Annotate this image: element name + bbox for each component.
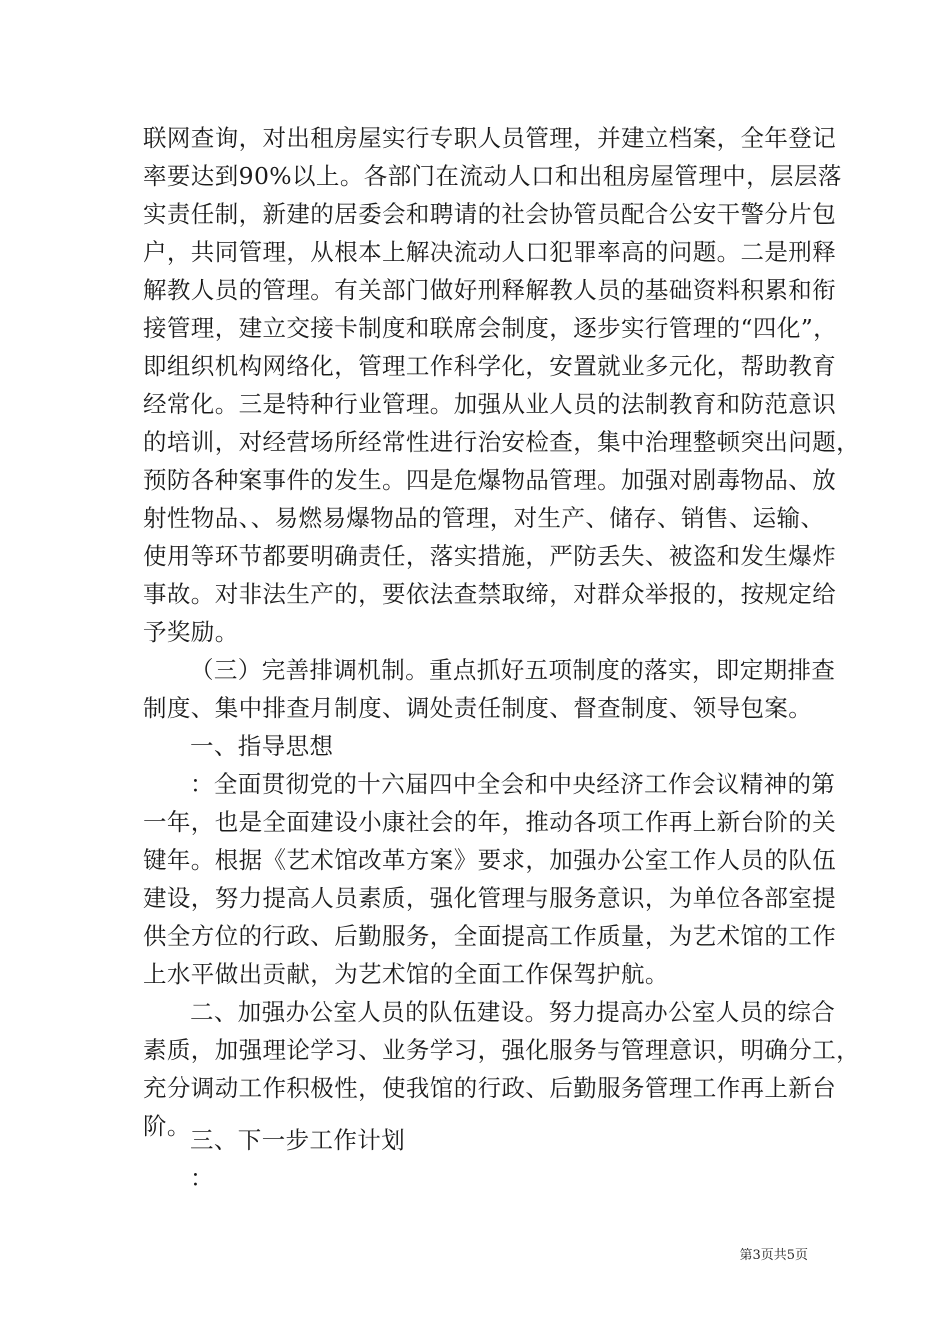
body-line: 予奖励。	[143, 618, 239, 646]
body-line: 解教人员的管理。有关部门做好刑释解教人员的基础资料积累和衔	[143, 276, 837, 304]
body-line: 供全方位的行政、后勤服务，全面提高工作质量，为艺术馆的工作	[143, 922, 837, 950]
body-line: 预防各种案事件的发生。四是危爆物品管理。加强对剧毒物品、放	[143, 466, 837, 494]
body-line: 射性物品、、易燃易爆物品的管理，对生产、储存、销售、运输、	[143, 504, 825, 532]
body-line: 使用等环节都要明确责任，落实措施，严防丢失、被盗和发生爆炸	[143, 542, 837, 570]
paragraph-line: ：全面贯彻党的十六届四中全会和中央经济工作会议精神的第	[190, 770, 836, 798]
body-line: 率要达到90%以上。各部门在流动人口和出租房屋管理中，层层落	[143, 162, 842, 190]
body-line: 户，共同管理，从根本上解决流动人口犯罪率高的问题。二是刑释	[143, 238, 837, 266]
body-line: 的培训，对经营场所经常性进行治安检查，集中治理整顿突出问题，	[143, 428, 860, 456]
body-line: 建设，努力提高人员素质，强化管理与服务意识，为单位各部室提	[143, 884, 837, 912]
paragraph-line: 二、加强办公室人员的队伍建设。努力提高办公室人员的综合	[190, 998, 836, 1026]
body-line: 阶。	[143, 1112, 191, 1140]
body-line: 接管理，建立交接卡制度和联席会制度，逐步实行管理的“四化”，	[143, 314, 838, 342]
page-number: 第3页共5页	[739, 1248, 808, 1263]
body-line: 充分调动工作积极性，使我馆的行政、后勤服务管理工作再上新台	[143, 1074, 837, 1102]
section-heading: 三、下一步工作计划	[190, 1126, 406, 1154]
body-line: 联网查询，对出租房屋实行专职人员管理，并建立档案，全年登记	[143, 124, 837, 152]
paragraph-line: （三）完善排调机制。重点抓好五项制度的落实，即定期排查	[190, 656, 836, 684]
body-line: 事故。对非法生产的，要依法查禁取缔，对群众举报的，按规定给	[143, 580, 837, 608]
body-line: ：	[190, 1164, 214, 1192]
body-line: 一年，也是全面建设小康社会的年，推动各项工作再上新台阶的关	[143, 808, 837, 836]
body-line: 上水平做出贡献，为艺术馆的全面工作保驾护航。	[143, 960, 669, 988]
body-line: 键年。根据《艺术馆改革方案》要求，加强办公室工作人员的队伍	[143, 846, 837, 874]
body-line: 经常化。三是特种行业管理。加强从业人员的法制教育和防范意识	[143, 390, 837, 418]
body-line: 素质，加强理论学习、业务学习，强化服务与管理意识，明确分工，	[143, 1036, 860, 1064]
body-line: 实责任制，新建的居委会和聘请的社会协管员配合公安干警分片包	[143, 200, 837, 228]
section-heading: 一、指导思想	[190, 732, 334, 760]
body-line: 制度、集中排查月制度、调处责任制度、督查制度、领导包案。	[143, 694, 813, 722]
body-line: 即组织机构网络化，管理工作科学化，安置就业多元化，帮助教育	[143, 352, 837, 380]
